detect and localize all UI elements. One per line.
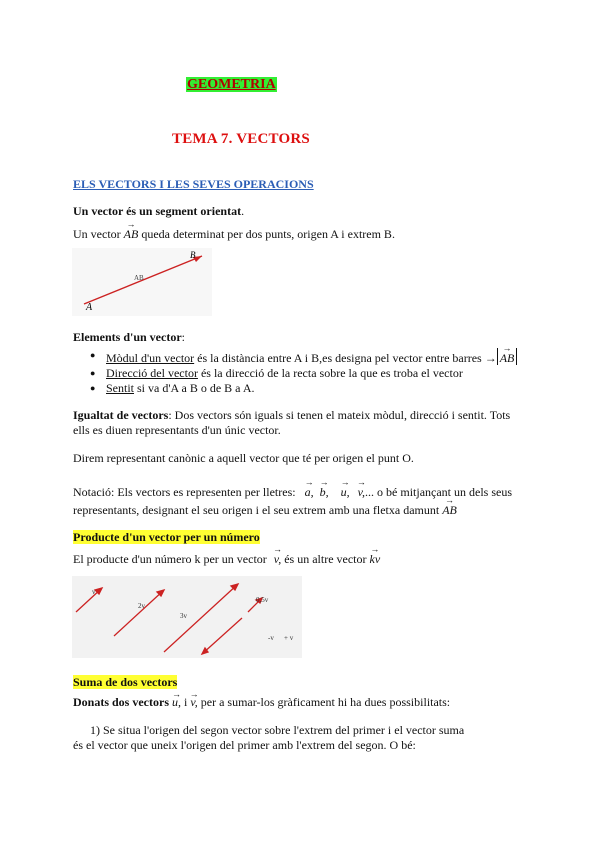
vector-v: → v, <box>358 481 365 500</box>
vector-u: → u, <box>341 481 350 500</box>
equality-line2: ells es diuen representants d'un únic vector. <box>73 423 281 437</box>
product-line <box>73 548 380 567</box>
term-direction: Direcció del vector <box>106 366 198 380</box>
definition <box>73 204 244 219</box>
product-heading-text: Producte d'un vector per un número <box>73 530 260 544</box>
subject-title-text: GEOMETRIA <box>187 77 276 92</box>
sum-and: i <box>181 695 191 709</box>
elements-heading-text: Elements d'un vector <box>73 330 182 344</box>
elements-heading <box>73 330 185 345</box>
vector-ab-inline: → AB <box>124 223 139 242</box>
label-a: A <box>86 302 93 313</box>
term-module: Mòdul d'un vector <box>106 351 195 365</box>
text-direction: és la direcció de la recta sobre la que es troba el vector <box>197 366 463 380</box>
definition-line2 <box>73 223 395 242</box>
equality-text1: : Dos vectors són iguals si tenen el mateix mòdul, direcció i sentit. Tots <box>168 408 511 422</box>
line2-text-b: queda determinat per dos punts, origen A i extrem B. <box>138 227 395 241</box>
elements-list <box>88 348 517 396</box>
section-heading: ELS VECTORS I LES SEVES OPERACIONS <box>73 177 314 191</box>
text-module: és la distància entre A i B,es designa pel vector entre barres → <box>194 351 497 365</box>
equality-bold: Igualtat de vectors <box>73 408 169 422</box>
notation-text-c: representants, designant el seu origen i el seu extrem amb una fletxa damunt <box>73 503 440 517</box>
vector-b: → b, <box>320 481 329 500</box>
term-sense: Sentit <box>106 381 135 395</box>
product-text-a: El producte d'un número k per un vector <box>73 552 267 566</box>
vector-kv: → kv <box>370 548 381 567</box>
definition-dot: . <box>241 204 245 218</box>
notation-text-a: Notació: Els vectors es representen per lletres: <box>73 485 296 499</box>
notation-text-b: ... o bé mitjançant un dels seus <box>365 485 513 499</box>
product-text-b: és un altre vector <box>281 552 367 566</box>
sum-heading <box>73 675 177 690</box>
sum-bold: Donats dos vectors <box>73 695 169 709</box>
product-heading <box>73 530 260 545</box>
label-2v: 2v <box>138 602 145 610</box>
definition-bold: Un vector és un segment orientat <box>73 204 242 218</box>
label-05v: 0,5v <box>256 596 269 604</box>
label-3v: 3v <box>180 612 187 620</box>
vector-a: → a, <box>305 481 314 500</box>
notation-line2 <box>73 499 457 518</box>
label-neg-v: -v <box>268 634 274 642</box>
list-item-module <box>88 348 517 366</box>
elements-colon: : <box>181 330 185 344</box>
equality-line1 <box>73 408 510 423</box>
scalar-product-figure <box>72 576 302 658</box>
vector-ab-figure <box>72 248 212 316</box>
label-ab: AB <box>134 274 144 282</box>
label-plus-v: + v <box>284 634 294 642</box>
abs-bars <box>497 348 518 365</box>
vector-ab-abs: → AB <box>500 348 515 365</box>
label-v: v <box>92 588 96 596</box>
subject-title <box>186 75 277 93</box>
sum-item1-line1: 1) Se situa l'origen del segon vector sobre l'extrem del primer i el vector suma <box>90 723 465 737</box>
list-item-direction <box>88 366 517 381</box>
vector-v-sum: → v, <box>190 695 197 710</box>
vector-ab-notation: → AB <box>442 499 457 518</box>
vector-u-sum: → u, <box>172 695 181 710</box>
label-b: B <box>190 250 196 260</box>
canonical-line: Direm representant canònic a aquell vector que té per origen el punt O. <box>73 451 414 465</box>
sum-text: per a sumar-los gràficament hi ha dues possibilitats: <box>197 695 451 709</box>
line2-text-a: Un vector <box>73 227 124 241</box>
sum-heading-text: Suma de dos vectors <box>73 675 178 689</box>
sum-line <box>73 695 450 710</box>
list-item-sense <box>88 381 517 396</box>
topic-title: TEMA 7. VECTORS <box>172 131 310 147</box>
vector-v-product: → v, <box>274 548 281 567</box>
sum-item1-line2: és el vector que uneix l'origen del primer amb l'extrem del segon. O bé: <box>73 738 416 752</box>
text-sense: si va d'A a B o de B a A. <box>134 381 255 395</box>
